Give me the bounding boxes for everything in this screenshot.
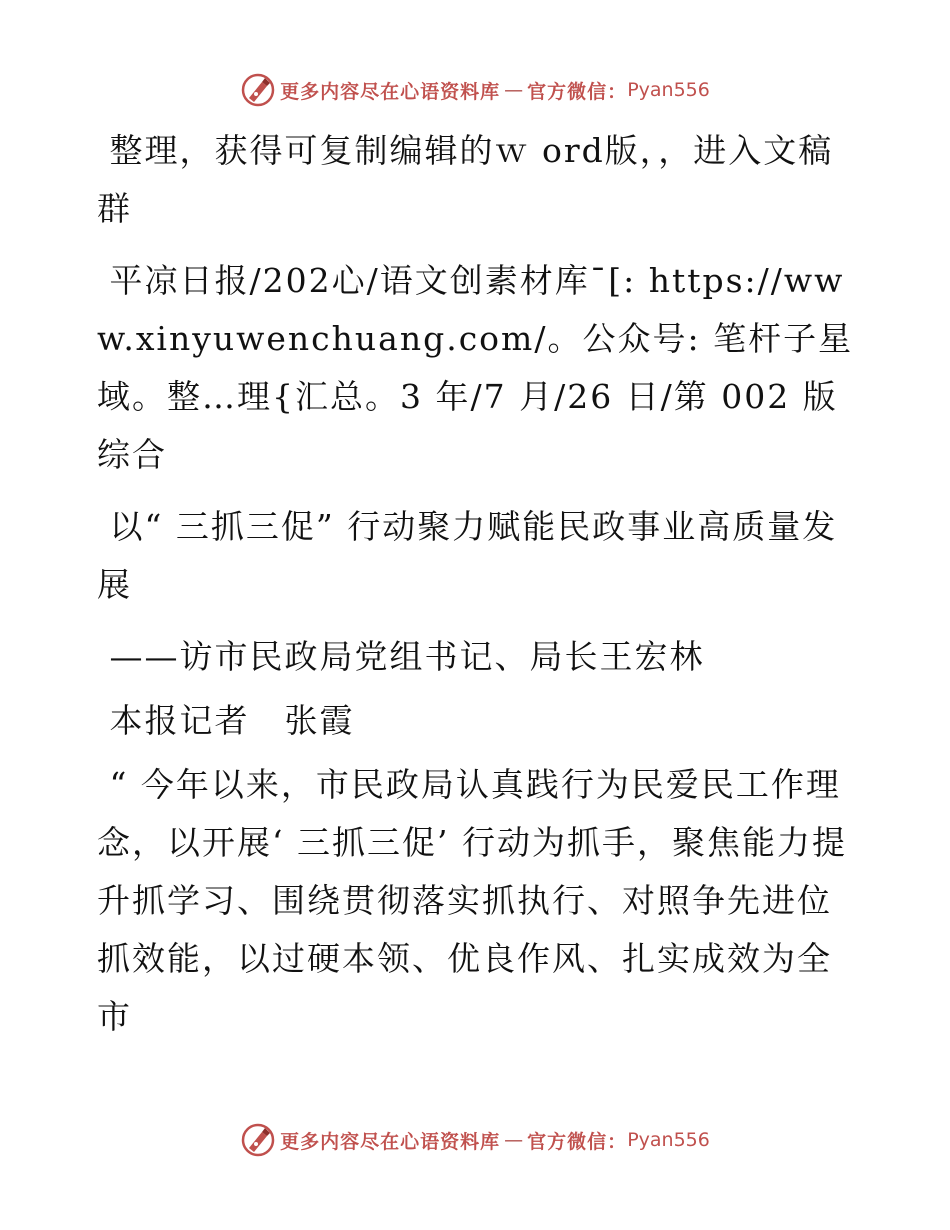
article-subtitle: ——访市民政局党组书记、局长王宏林 — [97, 637, 705, 676]
footer-watermark — [0, 1122, 950, 1158]
pen-nib-logo-icon — [240, 1122, 276, 1158]
watermark-label: 官方微信： — [527, 1130, 628, 1153]
watermark-dash: — — [504, 79, 524, 101]
pen-nib-logo-icon — [240, 72, 276, 108]
article-byline: 本报记者 张霞 — [97, 701, 355, 740]
watermark-wechat-id: Pyan556 — [627, 1129, 710, 1151]
watermark-brand: 更多内容尽在心语资料库 — [280, 80, 501, 103]
watermark-brand: 更多内容尽在心语资料库 — [280, 1130, 501, 1153]
header-watermark — [0, 72, 950, 108]
article-title: 以“ 三抓三促” 行动聚力赋能民政事业高质量发展 — [97, 507, 838, 604]
document-body — [97, 122, 857, 1046]
paragraph-source: 平凉日报/202心/语文创素材库¯[: https://www.xinyuwenchuang.com/。公众号: 笔杆子星域。整…理{汇总。3 年/7 月/26 日/第 002 版综合 — [97, 261, 854, 474]
watermark-dash: — — [504, 1129, 524, 1151]
watermark-wechat-id: Pyan556 — [627, 79, 710, 101]
watermark-label: 官方微信： — [527, 80, 628, 103]
article-body-paragraph: “ 今年以来，市民政局认真践行为民爱民工作理念，以开展‘ 三抓三促’ 行动为抓手，聚焦能力提升抓学习、围绕贯彻落实抓执行、对照争先进位抓效能，以过硬本领、优良作风、扎实成效为全市 — [97, 765, 847, 1036]
paragraph-intro: 整理，获得可复制编辑的ｗ ord版，，进入文稿群 — [97, 131, 834, 228]
